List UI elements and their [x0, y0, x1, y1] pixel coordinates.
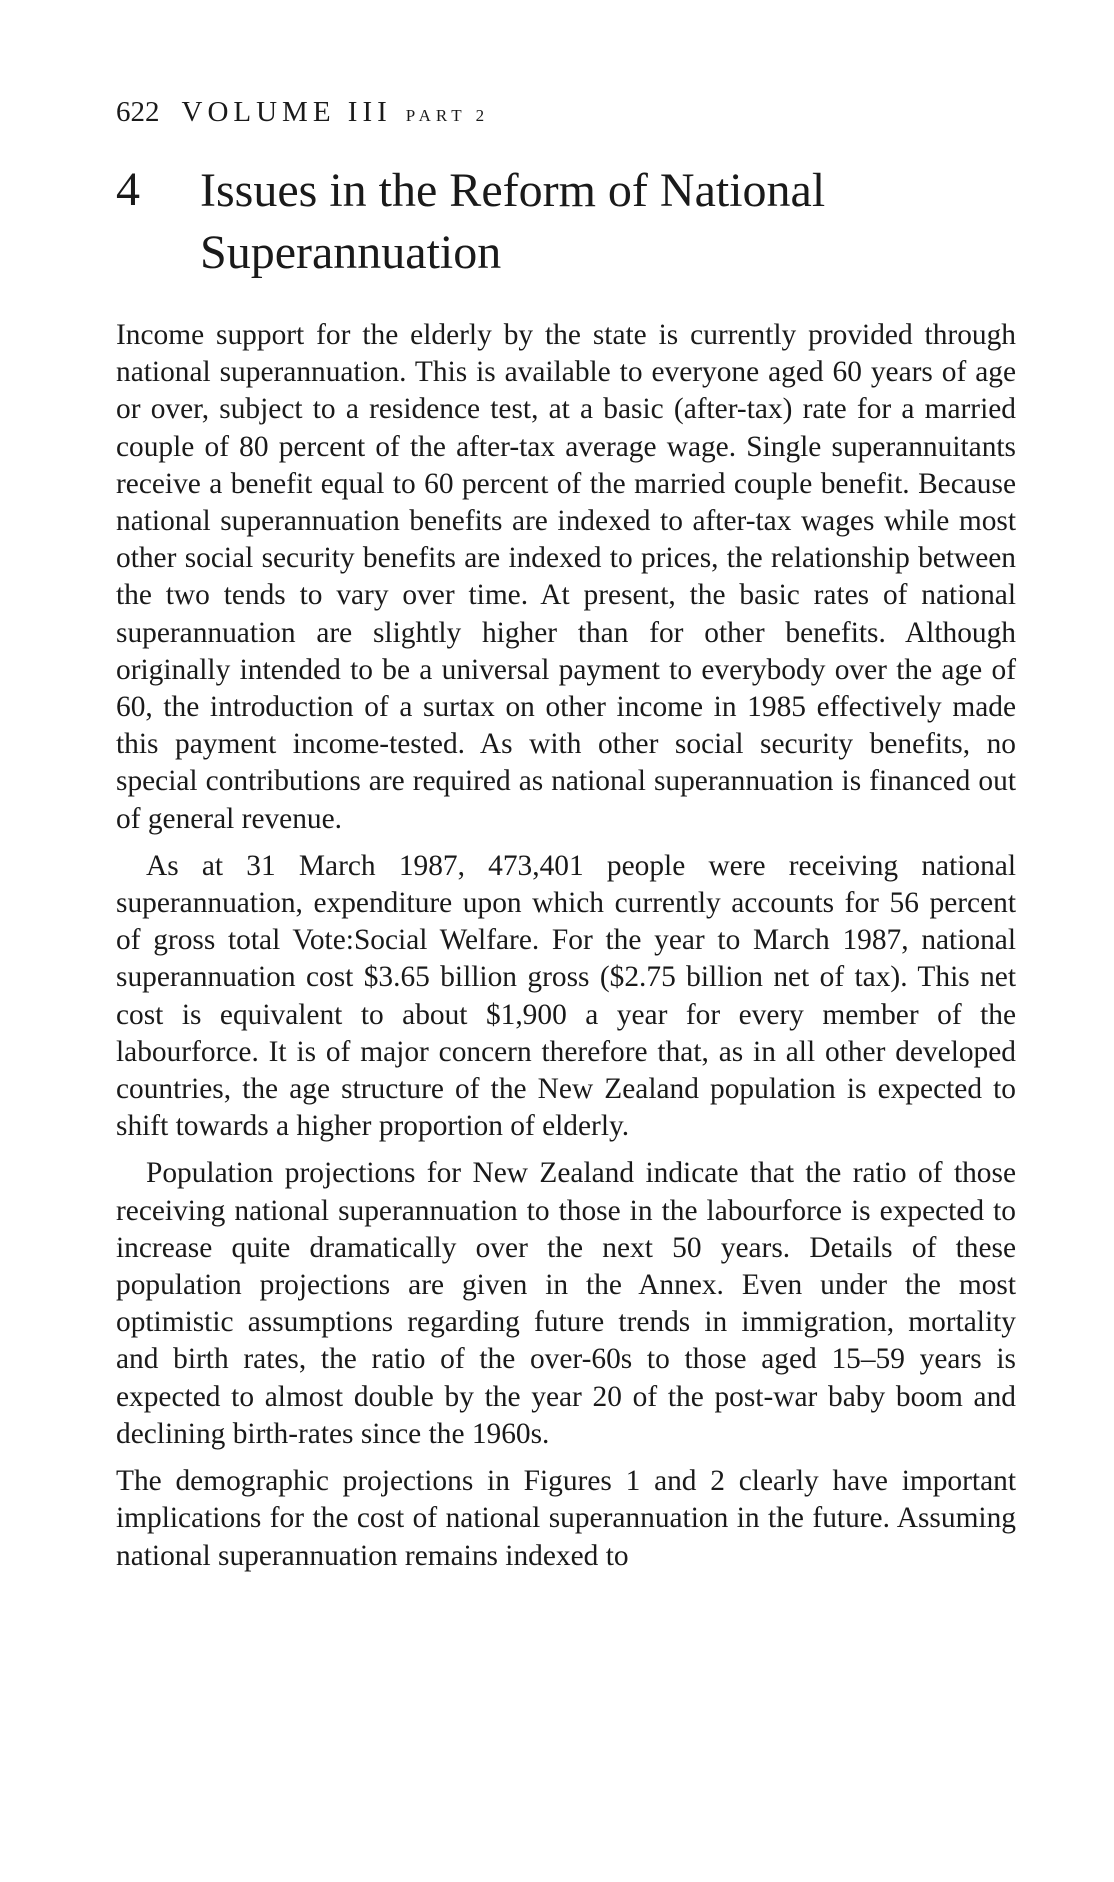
- chapter-number: 4: [116, 163, 140, 216]
- paragraph-2: As at 31 March 1987, 473,401 people were receiving national superannuation, expenditure upon which currently accounts for 56 percent of gross total Vote:Social Welfare. For the year to March 1987, national superannuation cost $3.65 billion gross ($2.75 billion net of tax). This net cost is equivalent to about $1,900 a year for every member of the labourforce. It is of major concern therefore that, as in all other developed countries, the age structure of the New Zealand population is expected to shift towards a higher proportion of elderly.: [116, 849, 1016, 1143]
- volume-label: VOLUME III: [181, 96, 392, 128]
- paragraph-3: Population projections for New Zealand indicate that the ratio of those receiving national superannuation to those in the labourforce is expected to increase quite dramatically over the next 50 years. Details of these population projections are given in the Annex. Even under the most optimistic assumptions regarding future trends in immigration, mortality and birth rates, the ratio of the over-60s to those aged 15–59 years is expected to almost double by the year 20 of the post-war baby boom and declining birth-rates since the 1960s.: [116, 1157, 1016, 1450]
- part-label: PART 2: [405, 106, 490, 125]
- paragraph-4: The demographic projections in Figures 1 and 2 clearly have important implications for the cost of national superannuation in the future. Assuming national superannuation remains indexed to: [116, 1465, 1016, 1572]
- body-text: [116, 317, 1016, 1585]
- running-head: [116, 96, 489, 129]
- chapter-title: Issues in the Reform of National Superannuation: [200, 164, 826, 279]
- paragraph-1: Income support for the elderly by the state is currently provided through national superannuation. This is available to everyone aged 60 years of age or over, subject to a residence test, at a basic (after-tax) rate for a married couple of 80 percent of the after-tax average wage. Single superannuitants receive a benefit equal to 60 percent of the married couple benefit. Because national superannuation benefits are indexed to after-tax wages while most other social security benefits are indexed to prices, the relationship between the two tends to vary over time. At present, the basic rates of national superannuation are slightly higher than for other benefits. Although originally intended to be a universal payment to everybody over the age of 60, the introduction of a surtax on other income in 1985 effectively made this payment income-tested. As with other social security benefits, no special contributions are required as national superannuation is financed out of general revenue.: [116, 319, 1016, 835]
- page-number: 622: [116, 96, 160, 128]
